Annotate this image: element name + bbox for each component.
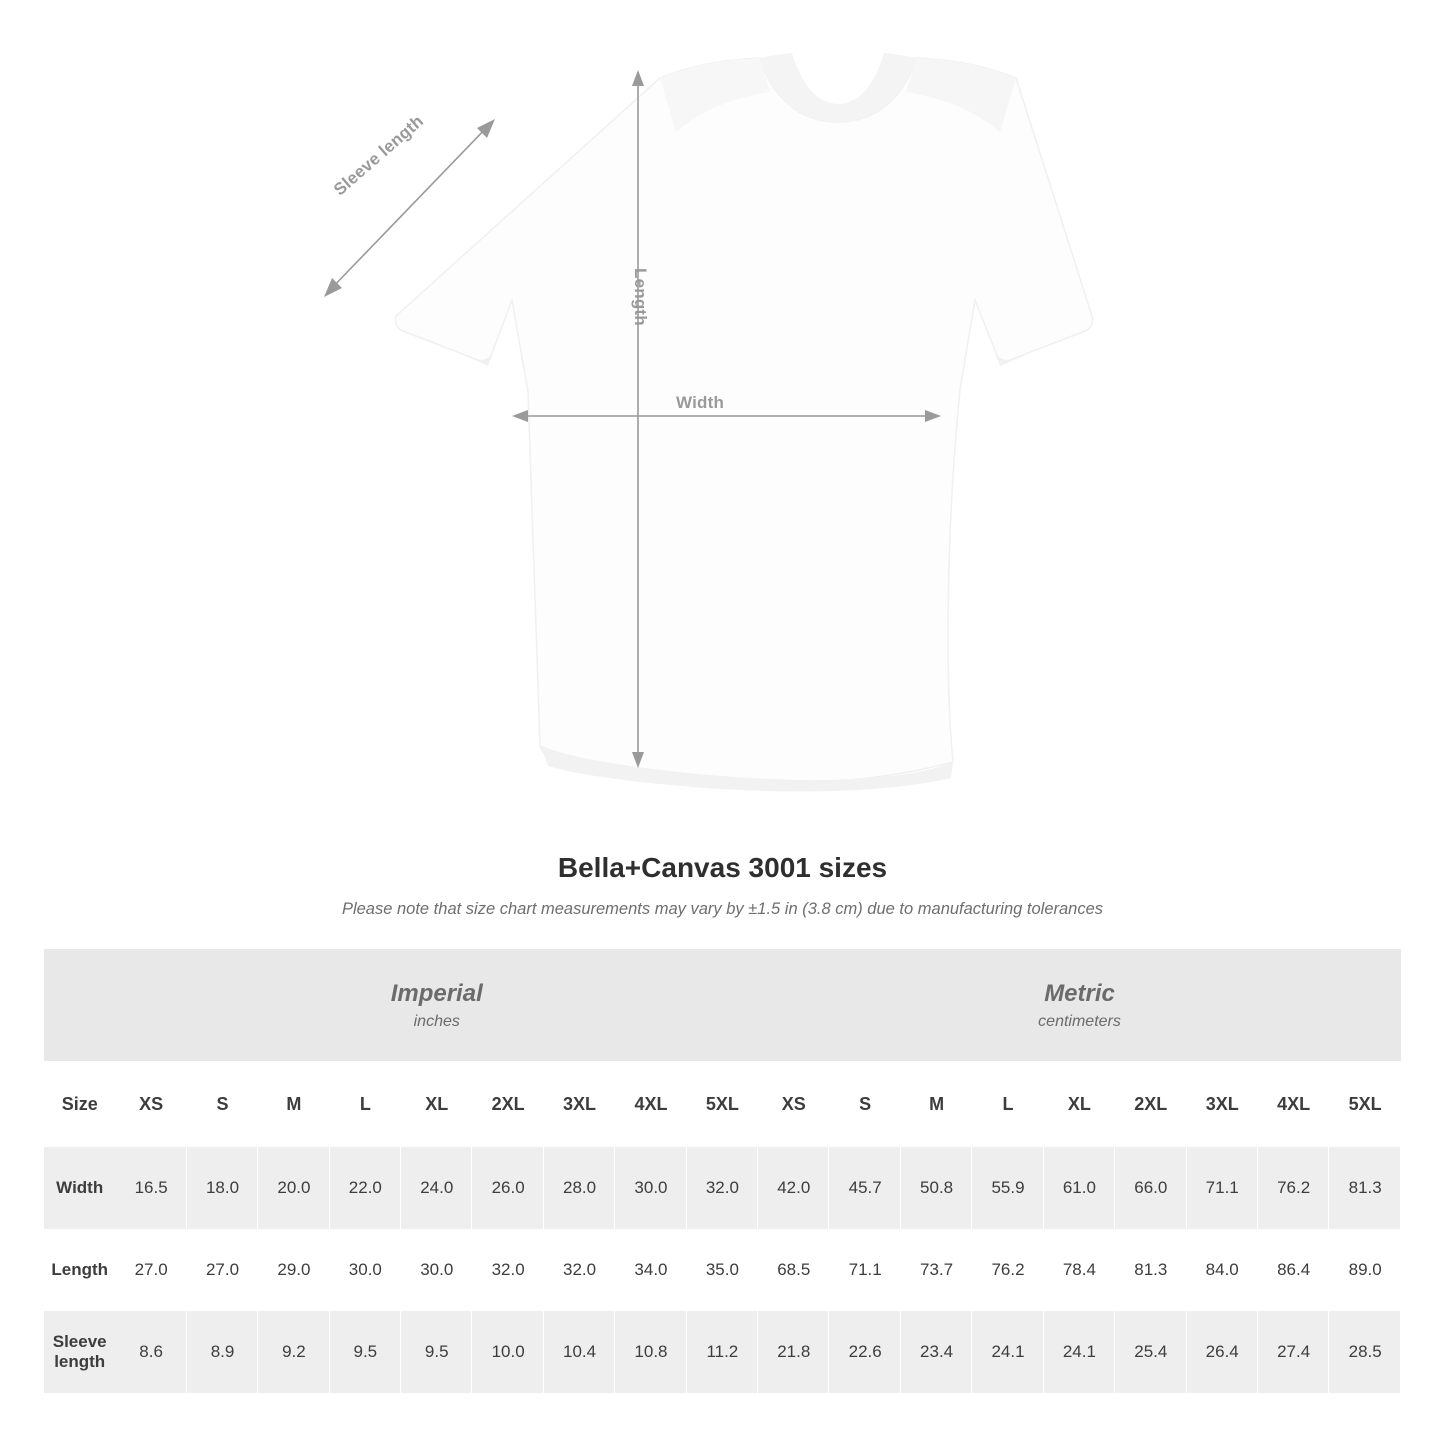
measurement-cell: 61.0 [1044, 1147, 1115, 1229]
measurement-cell: 24.1 [972, 1311, 1043, 1393]
measurement-cell: 29.0 [258, 1229, 329, 1311]
measurement-cell: 71.1 [1187, 1147, 1258, 1229]
size-column-header: 2XL [472, 1061, 543, 1147]
width-label: Width [676, 393, 725, 412]
system-header-spacer [44, 949, 115, 1061]
measurement-cell: 76.2 [1258, 1147, 1329, 1229]
measurement-cell: 73.7 [901, 1229, 972, 1311]
size-row-label: Size [44, 1061, 115, 1147]
size-column-header: S [187, 1061, 258, 1147]
measurement-cell: 78.4 [1044, 1229, 1115, 1311]
size-column-header: M [258, 1061, 329, 1147]
measurement-cell: 10.0 [472, 1311, 543, 1393]
measurement-cell: 27.0 [187, 1229, 258, 1311]
table-row [44, 1229, 1401, 1311]
size-column-header: L [330, 1061, 401, 1147]
system-unit-metric: centimeters [1038, 1013, 1121, 1030]
measurement-cell: 20.0 [258, 1147, 329, 1229]
measurement-cell: 8.6 [115, 1311, 186, 1393]
measurement-cell: 68.5 [758, 1229, 829, 1311]
measurement-cell: 34.0 [615, 1229, 686, 1311]
measurement-cell: 55.9 [972, 1147, 1043, 1229]
measurement-cell: 50.8 [901, 1147, 972, 1229]
measurement-cell: 42.0 [758, 1147, 829, 1229]
measurement-cell: 10.8 [615, 1311, 686, 1393]
measurement-cell: 24.0 [401, 1147, 472, 1229]
size-column-header: S [829, 1061, 900, 1147]
measurement-cell: 27.0 [115, 1229, 186, 1311]
measurement-cell: 30.0 [615, 1147, 686, 1229]
size-column-header: 3XL [544, 1061, 615, 1147]
table-row [44, 1311, 1401, 1393]
size-table [44, 949, 1401, 1393]
measurement-cell: 28.5 [1329, 1311, 1401, 1393]
size-header-row [44, 1061, 1401, 1147]
measurement-cell: 76.2 [972, 1229, 1043, 1311]
measurement-cell: 23.4 [901, 1311, 972, 1393]
measurement-cell: 10.4 [544, 1311, 615, 1393]
measurement-cell: 26.0 [472, 1147, 543, 1229]
measurement-cell: 16.5 [115, 1147, 186, 1229]
measurement-cell: 8.9 [187, 1311, 258, 1393]
measurement-cell: 32.0 [687, 1147, 758, 1229]
tolerance-note: Please note that size chart measurements may vary by ±1.5 in (3.8 cm) due to manufacturing tolerances [341, 900, 1104, 918]
system-unit-imperial: inches [413, 1013, 460, 1030]
measurement-cell: 35.0 [687, 1229, 758, 1311]
measurement-cell: 30.0 [401, 1229, 472, 1311]
size-column-header: XS [758, 1061, 829, 1147]
system-name-imperial: Imperial [390, 980, 483, 1007]
measurement-cell: 32.0 [544, 1229, 615, 1311]
size-column-header: XL [1044, 1061, 1115, 1147]
measurement-cell: 71.1 [829, 1229, 900, 1311]
size-column-header: XS [115, 1061, 186, 1147]
size-column-header: L [972, 1061, 1043, 1147]
measurement-cell: 66.0 [1115, 1147, 1186, 1229]
measurement-cell: 30.0 [330, 1229, 401, 1311]
size-column-header: XL [401, 1061, 472, 1147]
table-row [44, 1147, 1401, 1229]
measurement-cell: 9.5 [401, 1311, 472, 1393]
length-label: Length [631, 268, 650, 326]
measurement-cell: 22.0 [330, 1147, 401, 1229]
measurement-cell: 26.4 [1187, 1311, 1258, 1393]
measurement-cell: 84.0 [1187, 1229, 1258, 1311]
system-header-metric [758, 949, 1401, 1061]
tshirt-shape [395, 53, 1092, 792]
measurement-cell: 22.6 [829, 1311, 900, 1393]
size-column-header: 4XL [615, 1061, 686, 1147]
size-table-body [44, 1147, 1401, 1393]
sleeve-length-label: Sleeve length [330, 111, 428, 200]
size-column-header: 4XL [1258, 1061, 1329, 1147]
page-title: Bella+Canvas 3001 sizes [557, 852, 888, 883]
size-column-header: 2XL [1115, 1061, 1186, 1147]
measurement-cell: 86.4 [1258, 1229, 1329, 1311]
measurement-cell: 28.0 [544, 1147, 615, 1229]
measurement-cell: 89.0 [1329, 1229, 1401, 1311]
measurement-row-label: Sleeve length [44, 1311, 115, 1393]
chart-heading-block [0, 852, 1445, 919]
size-column-header: 3XL [1187, 1061, 1258, 1147]
measurement-cell: 25.4 [1115, 1311, 1186, 1393]
measurement-cell: 9.2 [258, 1311, 329, 1393]
measurement-cell: 24.1 [1044, 1311, 1115, 1393]
measurement-cell: 81.3 [1115, 1229, 1186, 1311]
measurement-cell: 18.0 [187, 1147, 258, 1229]
measurement-cell: 81.3 [1329, 1147, 1401, 1229]
measurement-row-label: Width [44, 1147, 115, 1229]
measurement-cell: 32.0 [472, 1229, 543, 1311]
measurement-cell: 9.5 [330, 1311, 401, 1393]
measurement-row-label: Length [44, 1229, 115, 1311]
measurement-cell: 11.2 [687, 1311, 758, 1393]
measurement-cell: 27.4 [1258, 1311, 1329, 1393]
size-column-header: M [901, 1061, 972, 1147]
system-header-imperial [115, 949, 758, 1061]
size-column-header: 5XL [1329, 1061, 1401, 1147]
measurement-cell: 45.7 [829, 1147, 900, 1229]
system-header-row [44, 949, 1401, 1061]
measurement-cell: 21.8 [758, 1311, 829, 1393]
size-table-wrapper [44, 949, 1401, 1393]
system-name-metric: Metric [1044, 980, 1115, 1007]
size-column-header: 5XL [687, 1061, 758, 1147]
